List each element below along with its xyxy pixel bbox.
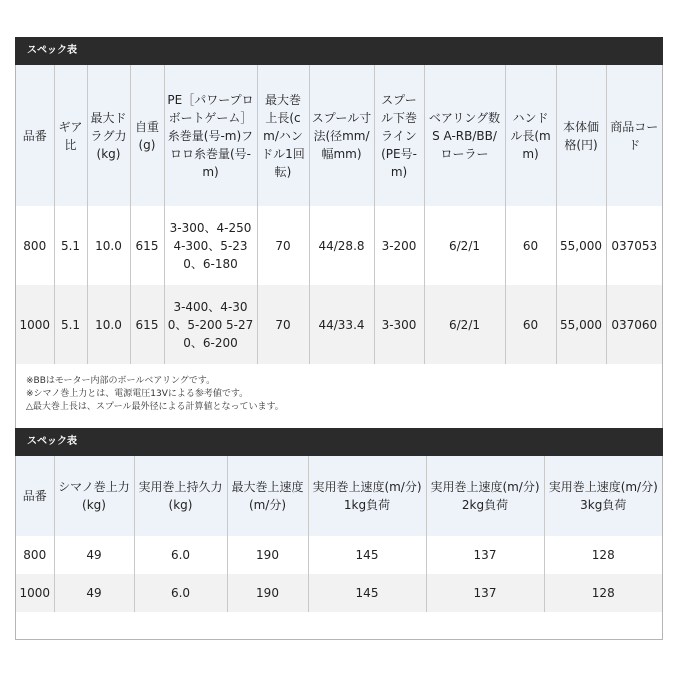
- header-cell: 品番: [16, 456, 54, 536]
- cell: 55,000: [556, 285, 606, 364]
- cell: 615: [130, 206, 164, 285]
- cell: 3-300: [374, 285, 424, 364]
- header-cell: ハンドル長(mm): [505, 65, 556, 206]
- section1-title: スペック表: [27, 45, 77, 56]
- cell: 615: [130, 285, 164, 364]
- header-cell: 実用巻上速度(m/分)3kg負荷: [544, 456, 662, 536]
- cell: 1000: [16, 285, 54, 364]
- footnote: ※シマノ巻上力とは、電源電圧13Vによる参考値です。: [26, 389, 249, 399]
- cell: 128: [544, 574, 662, 612]
- header-cell: 最大ドラグ力(kg): [87, 65, 130, 206]
- footnotes: [26, 375, 284, 414]
- header-cell: 最大巻上長(cm/ハンドル1回転): [257, 65, 309, 206]
- cell: 5.1: [54, 285, 87, 364]
- cell: 60: [505, 206, 556, 285]
- cell: 145: [308, 574, 426, 612]
- header-cell: 実用巻上持久力(kg): [134, 456, 227, 536]
- cell: 128: [544, 536, 662, 574]
- cell: 145: [308, 536, 426, 574]
- cell: 3-200: [374, 206, 424, 285]
- header-cell: シマノ巻上力(kg): [54, 456, 134, 536]
- cell: 800: [16, 536, 54, 574]
- header-cell: PE［パワープロボートゲーム］糸巻量(号-m)フロロ糸巻量(号-m): [164, 65, 257, 206]
- cell: 3-400、4-300、5-200 5-270、6-200: [164, 285, 257, 364]
- cell: 44/33.4: [309, 285, 374, 364]
- cell: 137: [426, 574, 544, 612]
- cell: 037060: [606, 285, 662, 364]
- header-cell: スプール下巻ライン(PE号-m): [374, 65, 424, 206]
- cell: 137: [426, 536, 544, 574]
- table-row: [16, 536, 662, 574]
- cell: 44/28.8: [309, 206, 374, 285]
- section1-title-bar: [15, 37, 663, 65]
- header-cell: 最大巻上速度(m/分): [227, 456, 308, 536]
- header-cell: 品番: [16, 65, 54, 206]
- spec-table-1: [16, 65, 662, 364]
- cell: 49: [54, 574, 134, 612]
- header-cell: スプール寸法(径mm/幅mm): [309, 65, 374, 206]
- cell: 6.0: [134, 574, 227, 612]
- cell: 60: [505, 285, 556, 364]
- cell: 1000: [16, 574, 54, 612]
- section2-title: スペック表: [27, 436, 77, 447]
- cell: 800: [16, 206, 54, 285]
- header-cell: ギア比: [54, 65, 87, 206]
- cell: 49: [54, 536, 134, 574]
- header-cell: ベアリング数S A-RB/BB/ローラー: [424, 65, 505, 206]
- cell: 55,000: [556, 206, 606, 285]
- cell: 037053: [606, 206, 662, 285]
- cell: 10.0: [87, 285, 130, 364]
- header-cell: 実用巻上速度(m/分)1kg負荷: [308, 456, 426, 536]
- footnote: △最大巻上長は、スプール最外径による計算値となっています。: [26, 402, 284, 412]
- table-row: [16, 285, 662, 364]
- cell: 5.1: [54, 206, 87, 285]
- cell: 70: [257, 285, 309, 364]
- cell: 6.0: [134, 536, 227, 574]
- spec-table-2: [16, 456, 662, 612]
- cell: 6/2/1: [424, 285, 505, 364]
- header-cell: 商品コード: [606, 65, 662, 206]
- table-row: [16, 574, 662, 612]
- spec-table-2-header: [16, 456, 662, 536]
- cell: 6/2/1: [424, 206, 505, 285]
- footnote: ※BBはモーター内部のボールベアリングです。: [26, 376, 216, 386]
- cell: 3-300、4-250 4-300、5-230、6-180: [164, 206, 257, 285]
- header-cell: 実用巻上速度(m/分)2kg負荷: [426, 456, 544, 536]
- header-cell: 自重(g): [130, 65, 164, 206]
- section2-title-bar: [15, 428, 663, 456]
- cell: 190: [227, 536, 308, 574]
- cell: 190: [227, 574, 308, 612]
- cell: 70: [257, 206, 309, 285]
- table-row: [16, 206, 662, 285]
- spec-table-1-header: [16, 65, 662, 206]
- cell: 10.0: [87, 206, 130, 285]
- header-cell: 本体価格(円): [556, 65, 606, 206]
